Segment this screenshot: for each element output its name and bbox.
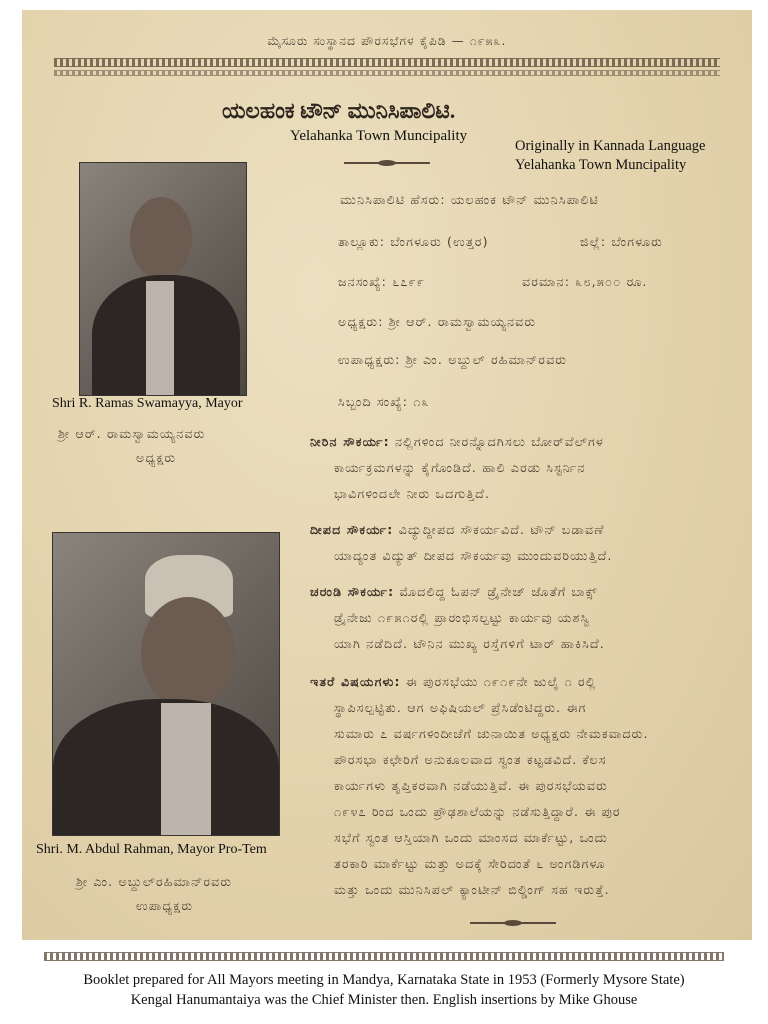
info-district: ಜಿಲ್ಲೆ: ಬೆಂಗಳೂರು: [580, 234, 663, 249]
para-light-line2: ಯಾದ್ಯಂತ ವಿದ್ಯುತ್ ದೀಪದ ಸೌಕರ್ಯವು ಮುಂದುವರಿಯುತ್ತಿದೆ.: [334, 548, 613, 563]
info-revenue: ವರಮಾನ: ೩೮,೫೦೦ ರೂ.: [522, 274, 648, 289]
para-other-line7: ಸಭೆಗೆ ಸ್ವಂತ ಆಸ್ತಿಯಾಗಿ ಒಂದು ಮಾಂಸದ ಮಾರ್ಕೆಟ್ಟು, ಒಂದು: [334, 830, 609, 845]
running-head: ಮೈಸೂರು ಸಂಸ್ಥಾನದ ಪೌರಸಭೆಗಳ ಕೈಪಿಡಿ — ೧೯೫೩.: [267, 34, 507, 48]
para-other-line2: ಸ್ಥಾಪಿಸಲ್ಪಟ್ಟಿತು. ಆಗ ಅಫಿಷಿಯಲ್ ಪ್ರೆಸಿಡೆಂಟಿದ್ದರು. ಈಗ: [334, 700, 587, 715]
bottom-border-rule: [44, 952, 724, 961]
portrait-mayor-pro-tem-photo: [52, 532, 280, 836]
para-drainage-line1: [310, 584, 598, 600]
mayor-pro-tem-caption: Shri. M. Abdul Rahman, Mayor Pro-Tem: [36, 842, 267, 857]
info-taluk: ತಾಲ್ಲೂಕು: ಬೆಂಗಳೂರು (ಉತ್ತರ): [338, 234, 489, 249]
para-other-line4: ಪೌರಸಭಾ ಕಛೇರಿಗೆ ಅನುಕೂಲವಾದ ಸ್ವಂತ ಕಟ್ಟಡವಿದೆ. ಕೆಲಸ: [334, 752, 607, 767]
para-other-line5: ಕಾರ್ಯಗಳು ತೃಪ್ತಿಕರವಾಗಿ ನಡೆಯುತ್ತಿವೆ. ಈ ಪುರಸಭೆಯವರು: [334, 778, 608, 793]
top-border-rule-inner: [54, 70, 720, 76]
end-ornament: [470, 920, 556, 926]
para-water-line3: ಭಾವಿಗಳಿಂದಲೇ ನೀರು ಒದಗುತ್ತಿದೆ.: [334, 486, 491, 501]
info-vice-president: ಉಪಾಧ್ಯಕ್ಷರು: ಶ್ರೀ ಎಂ. ಅಬ್ದುಲ್ ರಹಿಮಾನ್‌ರವರು: [338, 352, 568, 367]
mayor-pro-tem-name-kannada: ಶ್ರೀ ಎಂ. ಅಬ್ದುಲ್‌ರಹಿಮಾನ್‌ರವರು: [76, 874, 233, 889]
para-other-text: ಈ ಪುರಸಭೆಯು ೧೯೧೯ನೇ ಜುಲೈ ೧ ರಲ್ಲಿ: [405, 674, 597, 689]
top-border-rule: [54, 58, 720, 67]
title-english: Yelahanka Town Muncipality: [290, 128, 468, 144]
info-population: ಜನಸಂಖ್ಯೆ: ೬೭೯೯: [338, 274, 426, 289]
footer-line2: Kengal Hanumantaiya was the Chief Minister then. English insertions by Mike Ghouse: [130, 992, 638, 1008]
para-light-heading: ದೀಪದ ಸೌಕರ್ಯ:: [310, 522, 394, 537]
info-municipality: ಮುನಿಸಿಪಾಲಿಟಿ ಹೆಸರು: ಯಲಹಂಕ ಟೌನ್ ಮುನಿಸಿಪಾಲಿಟಿ: [340, 192, 599, 207]
title-ornament: [344, 160, 430, 166]
mayor-role-kannada: ಅಧ್ಯಕ್ಷರು: [136, 450, 177, 465]
para-other-line6: ೧೯೪೭ ರಿಂದ ಒಂದು ಪ್ರೌಢಶಾಲೆಯನ್ನು ನಡೆಸುತ್ತಿದ್ದಾರೆ. ಈ ಪುರ: [334, 804, 621, 819]
para-water-heading: ನೀರಿನ ಸೌಕರ್ಯ:: [310, 434, 390, 449]
para-drainage-text: ಮೊದಲಿದ್ದ ಓಪನ್ ಡ್ರೈನೇಜ್ ಜೊತೆಗೆ ಬಾಕ್ಸ್: [399, 584, 598, 599]
footer-line1: Booklet prepared for All Mayors meeting in Mandya, Karnataka State in 1953 (Formerly Mysore State): [83, 972, 685, 988]
title-kannada: ಯಲಹಂಕ ಟೌನ್ ಮುನಿಸಿಪಾಲಿಟಿ.: [222, 98, 456, 123]
para-drainage-line3: ಯಾಗಿ ನಡೆದಿದೆ. ಟೌನಿನ ಮುಖ್ಯ ರಸ್ತೆಗಳಿಗೆ ಟಾರ್ ಹಾಕಿಸಿದೆ.: [334, 636, 605, 651]
mayor-pro-tem-role-kannada: ಉಪಾಧ್ಯಕ್ಷರು: [136, 898, 194, 913]
portrait-mayor-photo: [79, 162, 247, 396]
para-other-line1: [310, 674, 596, 690]
info-staff-count: ಸಿಬ್ಬಂದಿ ಸಂಖ್ಯೆ: ೧೩: [338, 394, 430, 409]
scanned-page: [22, 10, 752, 940]
para-other-line3: ಸುಮಾರು ೭ ವರ್ಷಗಳಿಂದೀಚೆಗೆ ಚುನಾಯಿತ ಅಧ್ಯಕ್ಷರು ನೇಮಕವಾದರು.: [334, 726, 649, 741]
para-water-line1: [310, 434, 604, 450]
para-water-text: ನಲ್ಲಿಗಳಿಂದ ನೀರನ್ನೊದಗಿಸಲು ಬೋರ್‌ವೆಲ್‌ಗಳ: [395, 434, 604, 449]
para-drainage-line2: ಡ್ರೈನೇಜು ೧೯೫೧ರಲ್ಲಿ ಪ್ರಾರಂಭಿಸಲ್ಪಟ್ಟು ಕಾರ್ಯವು ಯಶಸ್ವಿ: [334, 610, 591, 625]
original-language-note-name: Yelahanka Town Muncipality: [515, 157, 687, 173]
para-drainage-heading: ಚರಂಡಿ ಸೌಕರ್ಯ:: [310, 584, 395, 599]
para-light-text: ವಿದ್ಯುದ್ದೀಪದ ಸೌಕರ್ಯವಿದೆ. ಟೌನ್ ಬಡಾವಣೆ: [398, 522, 605, 537]
para-water-line2: ಕಾರ್ಯಕ್ರಮಗಳನ್ನು ಕೈಗೊಂಡಿದೆ. ಹಾಲಿ ಎರಡು ಸಿಸ್ಟರ್ನಿನ: [334, 460, 586, 475]
para-other-line9: ಮತ್ತು ಒಂದು ಮುನಿಸಿಪಲ್ ಕ್ಯಾಂಟೀನ್ ಬಿಲ್ಡಿಂಗ್ ಸಹ ಇರುತ್ತೆ.: [334, 882, 610, 897]
info-president: ಅಧ್ಯಕ್ಷರು: ಶ್ರೀ ಆರ್. ರಾಮಸ್ವಾಮಯ್ಯನವರು: [338, 314, 537, 329]
mayor-name-kannada: ಶ್ರೀ ಆರ್. ರಾಮಸ್ವಾಮಯ್ಯನವರು: [58, 426, 206, 441]
para-other-heading: ಇತರೆ ವಿಷಯಗಳು:: [310, 674, 401, 689]
para-other-line8: ತರಕಾರಿ ಮಾರ್ಕೆಟ್ಟು ಮತ್ತು ಅದಕ್ಕೆ ಸೇರಿದಂತೆ ೬ ಅಂಗಡಿಗಳೂ: [334, 856, 606, 871]
para-light-line1: [310, 522, 605, 538]
mayor-caption: Shri R. Ramas Swamayya, Mayor: [52, 396, 243, 411]
original-language-note: Originally in Kannada Language: [515, 138, 706, 154]
